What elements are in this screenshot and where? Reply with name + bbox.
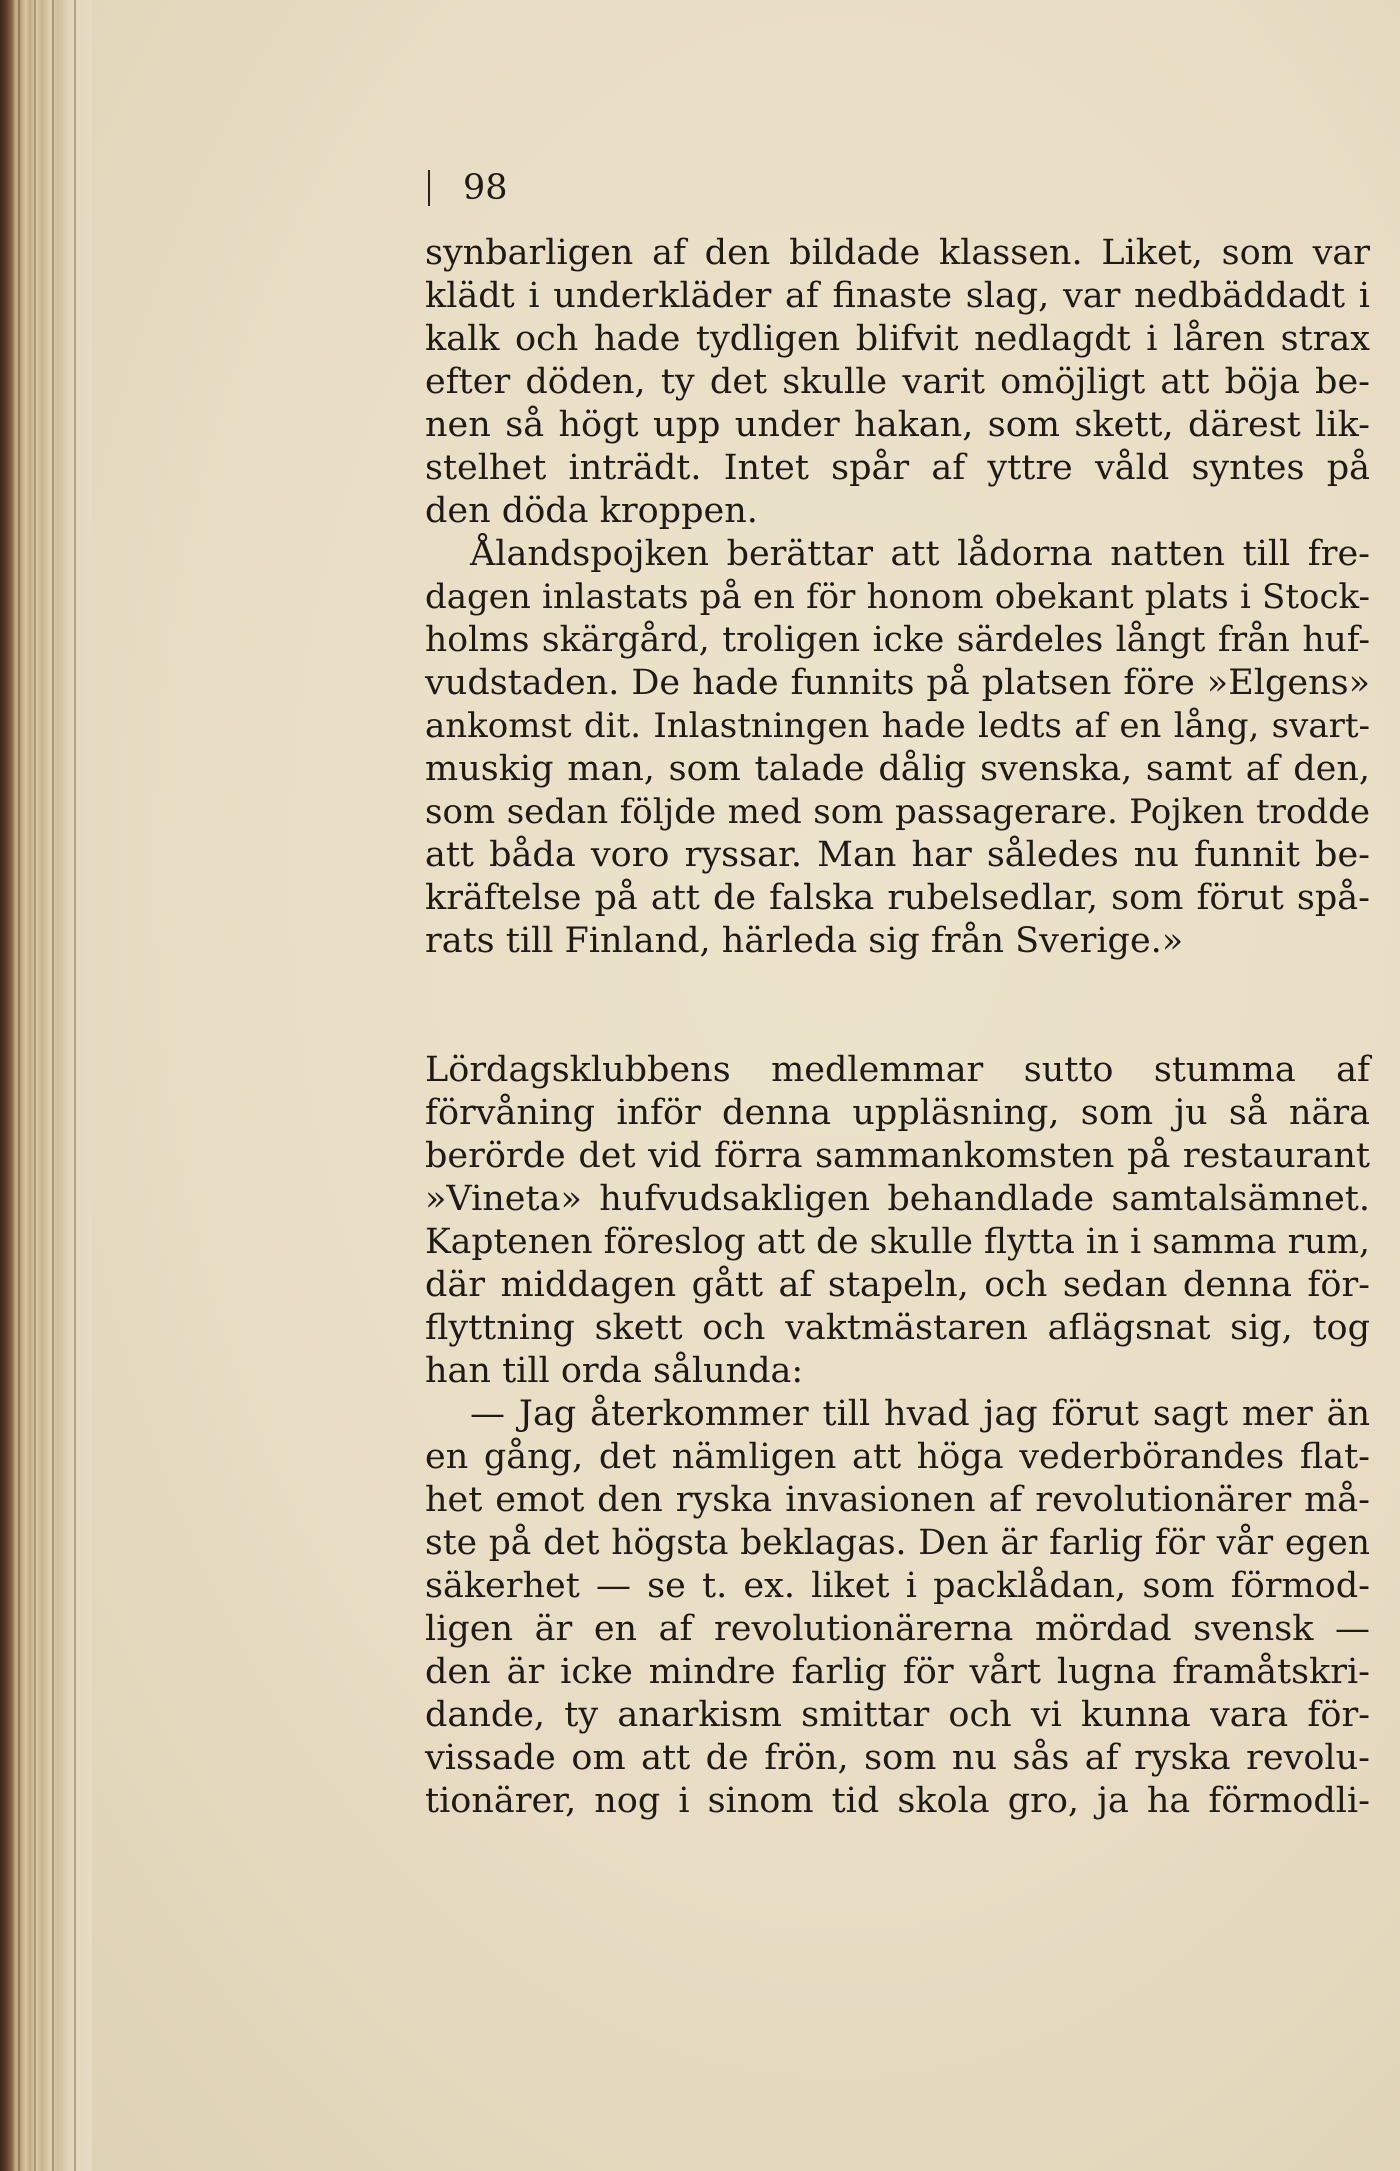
text-line: den är icke mindre farlig för vårt lugna framåtskri- <box>425 1652 1370 1692</box>
text-line: tionärer, nog i sinom tid skola gro, ja ha förmodli- <box>425 1781 1370 1821</box>
paragraph <box>425 1393 1370 1823</box>
text-line: en gång, det nämligen att höga vederbörandes flat- <box>425 1437 1370 1477</box>
text-line: förvåning inför denna uppläsning, som ju så nära <box>425 1093 1370 1133</box>
text-line: den döda kroppen. <box>425 491 758 531</box>
text-line: stelhet inträdt. Intet spår af yttre våld syntes på <box>425 448 1370 488</box>
text-line: holms skärgård, troligen icke särdeles långt från huf- <box>425 620 1370 660</box>
text-line: synbarligen af den bildade klassen. Liket, som var <box>425 233 1370 273</box>
text-line: vudstaden. De hade funnits på platsen före »Elgens» <box>425 663 1370 703</box>
page-number: 98 <box>463 168 508 208</box>
paragraph <box>425 533 1370 963</box>
text-line: ankomst dit. Inlastningen hade ledts af en lång, svart- <box>425 706 1370 746</box>
text-line: efter döden, ty det skulle varit omöjligt att böja be- <box>425 362 1370 402</box>
text-line: ligen är en af revolutionärerna mördad svensk — <box>425 1609 1370 1649</box>
text-line: flyttning skett och vaktmästaren aflägsnat sig, tog <box>425 1308 1370 1348</box>
text-line: »Vineta» hufvudsakligen behandlade samtalsämnet. <box>425 1179 1370 1219</box>
section-gap <box>425 963 1370 1049</box>
text-line: Ålandspojken berättar att lådorna natten till fre- <box>470 534 1370 574</box>
page-edge-line <box>52 0 54 2171</box>
text-line: dagen inlastats på en för honom obekant plats i Stock- <box>425 577 1370 617</box>
text-line: som sedan följde med som passagerare. Pojken trodde <box>425 792 1370 832</box>
text-line: — Jag återkommer till hvad jag förut sagt mer än <box>470 1394 1370 1434</box>
text-line: kräftelse på att de falska rubelsedlar, som förut spå- <box>425 878 1370 918</box>
text-line: Kaptenen föreslog att de skulle flytta in i samma rum, <box>425 1222 1370 1262</box>
text-line: där middagen gått af stapeln, och sedan denna för- <box>425 1265 1370 1305</box>
text-line: vissade om att de frön, som nu sås af ryska revolu- <box>425 1738 1370 1778</box>
text-line: att båda voro ryssar. Man har således nu funnit be- <box>425 835 1370 875</box>
paragraph <box>425 232 1370 533</box>
text-line: berörde det vid förra sammankomsten på restaurant <box>425 1136 1370 1176</box>
paragraph <box>425 1049 1370 1393</box>
text-line: han till orda sålunda: <box>425 1351 804 1391</box>
text-line: rats till Finland, härleda sig från Sverige.» <box>425 921 1184 961</box>
book-spine <box>0 0 92 2171</box>
page-edge-line <box>34 0 36 2171</box>
text-line: kalk och hade tydligen blifvit nedlagdt i låren strax <box>425 319 1370 359</box>
text-line: säkerhet — se t. ex. liket i packlådan, som förmod- <box>425 1566 1370 1606</box>
margin-mark <box>428 170 430 206</box>
text-line: dande, ty anarkism smittar och vi kunna vara för- <box>425 1695 1370 1735</box>
text-line: ste på det högsta beklagas. Den är farlig för vår egen <box>425 1523 1370 1563</box>
text-line: nen så högt upp under hakan, som skett, därest lik- <box>425 405 1370 445</box>
text-line: Lördagsklubbens medlemmar sutto stumma af <box>425 1050 1370 1090</box>
text-line: klädt i underkläder af finaste slag, var nedbäddadt i <box>425 276 1370 316</box>
text-line: het emot den ryska invasionen af revolutionärer må- <box>425 1480 1370 1520</box>
page-edge-line <box>18 0 20 2171</box>
page-edge-line <box>74 0 76 2171</box>
body-text <box>425 232 1370 1823</box>
text-line: muskig man, som talade dålig svenska, samt af den, <box>425 749 1370 789</box>
